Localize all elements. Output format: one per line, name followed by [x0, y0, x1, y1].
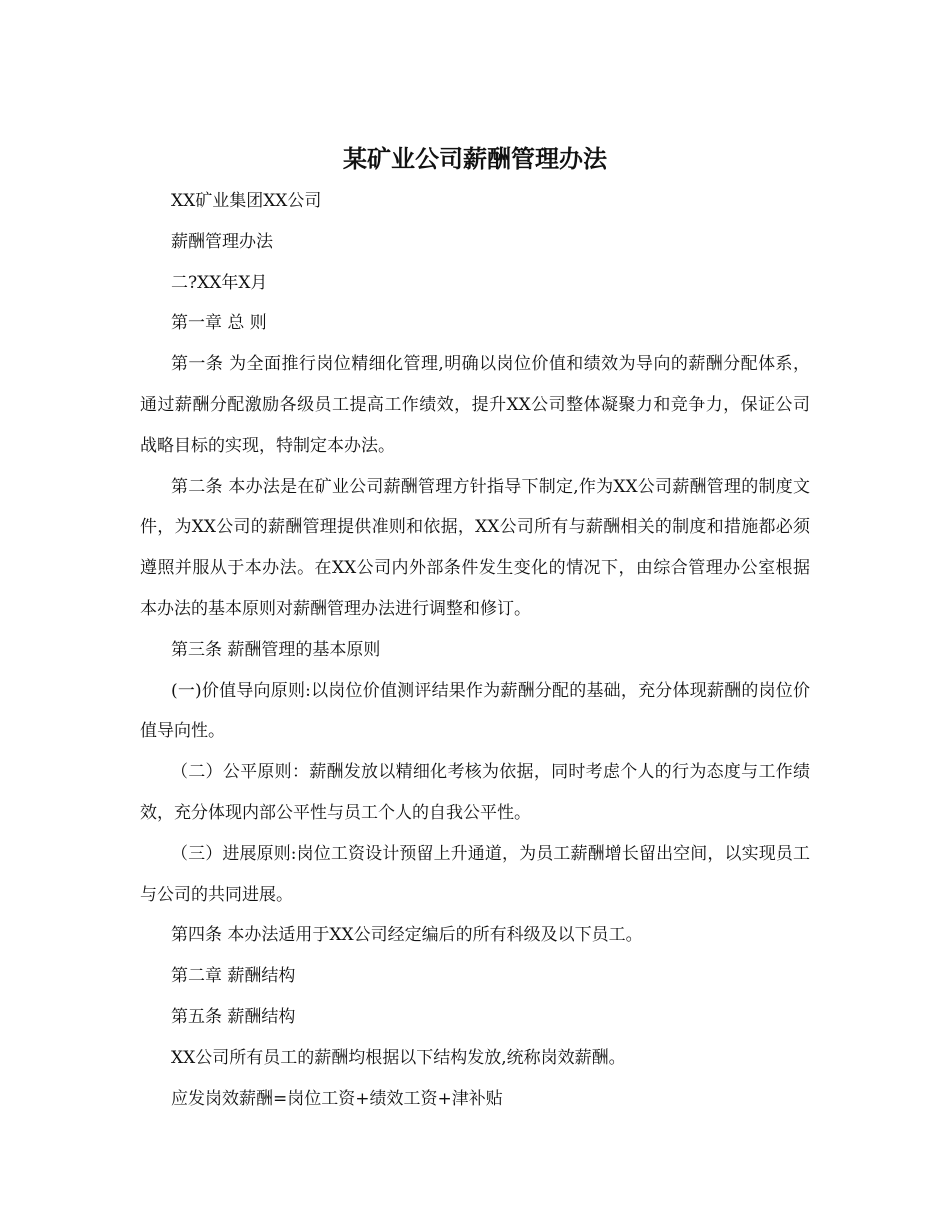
- article-4: 第四条 本办法适用于XX公司经定编后的所有科级及以下员工。: [171, 925, 643, 946]
- article-3-heading: 第三条 薪酬管理的基本原则: [171, 639, 381, 660]
- article-2: 第二条 本办法是在矿业公司薪酬管理方针指导下制定,作为XX公司薪酬管理的制度文件，为XX公司的薪酬管理提供准则和依据，XX公司所有与薪酬相关的制度和措施都必须遵照并服从于本办法。在XX公司内外部条件发生变化的情况下，由综合管理办公室根据本办法的基本原则对薪酬管理办法进行调整和修订。: [140, 476, 810, 619]
- document-body: [140, 181, 810, 1119]
- chapter-2-heading: 第二章 薪酬结构: [171, 966, 296, 987]
- document-subtitle-line: 薪酬管理办法: [171, 231, 273, 252]
- principle-development: （三）进展原则:岗位工资设计预留上升通道，为员工薪酬增长留出空间，以实现员工与公司的共同进展。: [140, 843, 810, 905]
- salary-structure-statement: XX公司所有员工的薪酬均根据以下结构发放,统称岗效薪酬。: [171, 1047, 626, 1068]
- article-1: 第一条 为全面推行岗位精细化管理,明确以岗位价值和绩效为导向的薪酬分配体系，通过薪酬分配激励各级员工提高工作绩效，提升XX公司整体凝聚力和竞争力，保证公司战略目标的实现，特制定本办法。: [140, 354, 810, 456]
- document-title: 某矿业公司薪酬管理办法: [343, 144, 607, 173]
- date-line: 二?XX年X月: [171, 272, 268, 293]
- principle-fairness: （二）公平原则：薪酬发放以精细化考核为依据，同时考虑个人的行为态度与工作绩效，充分体现内部公平性与员工个人的自我公平性。: [140, 762, 810, 823]
- chapter-1-heading: 第一章 总 则: [171, 313, 267, 334]
- salary-formula: 应发岗效薪酬=岗位工资+绩效工资+津补贴: [171, 1088, 503, 1109]
- company-name-line: XX矿业集团XX公司: [171, 191, 322, 211]
- article-5-heading: 第五条 薪酬结构: [171, 1006, 296, 1027]
- principle-value-orientation: (一)价值导向原则:以岗位价值测评结果作为薪酬分配的基础，充分体现薪酬的岗位价值导向性。: [140, 680, 810, 742]
